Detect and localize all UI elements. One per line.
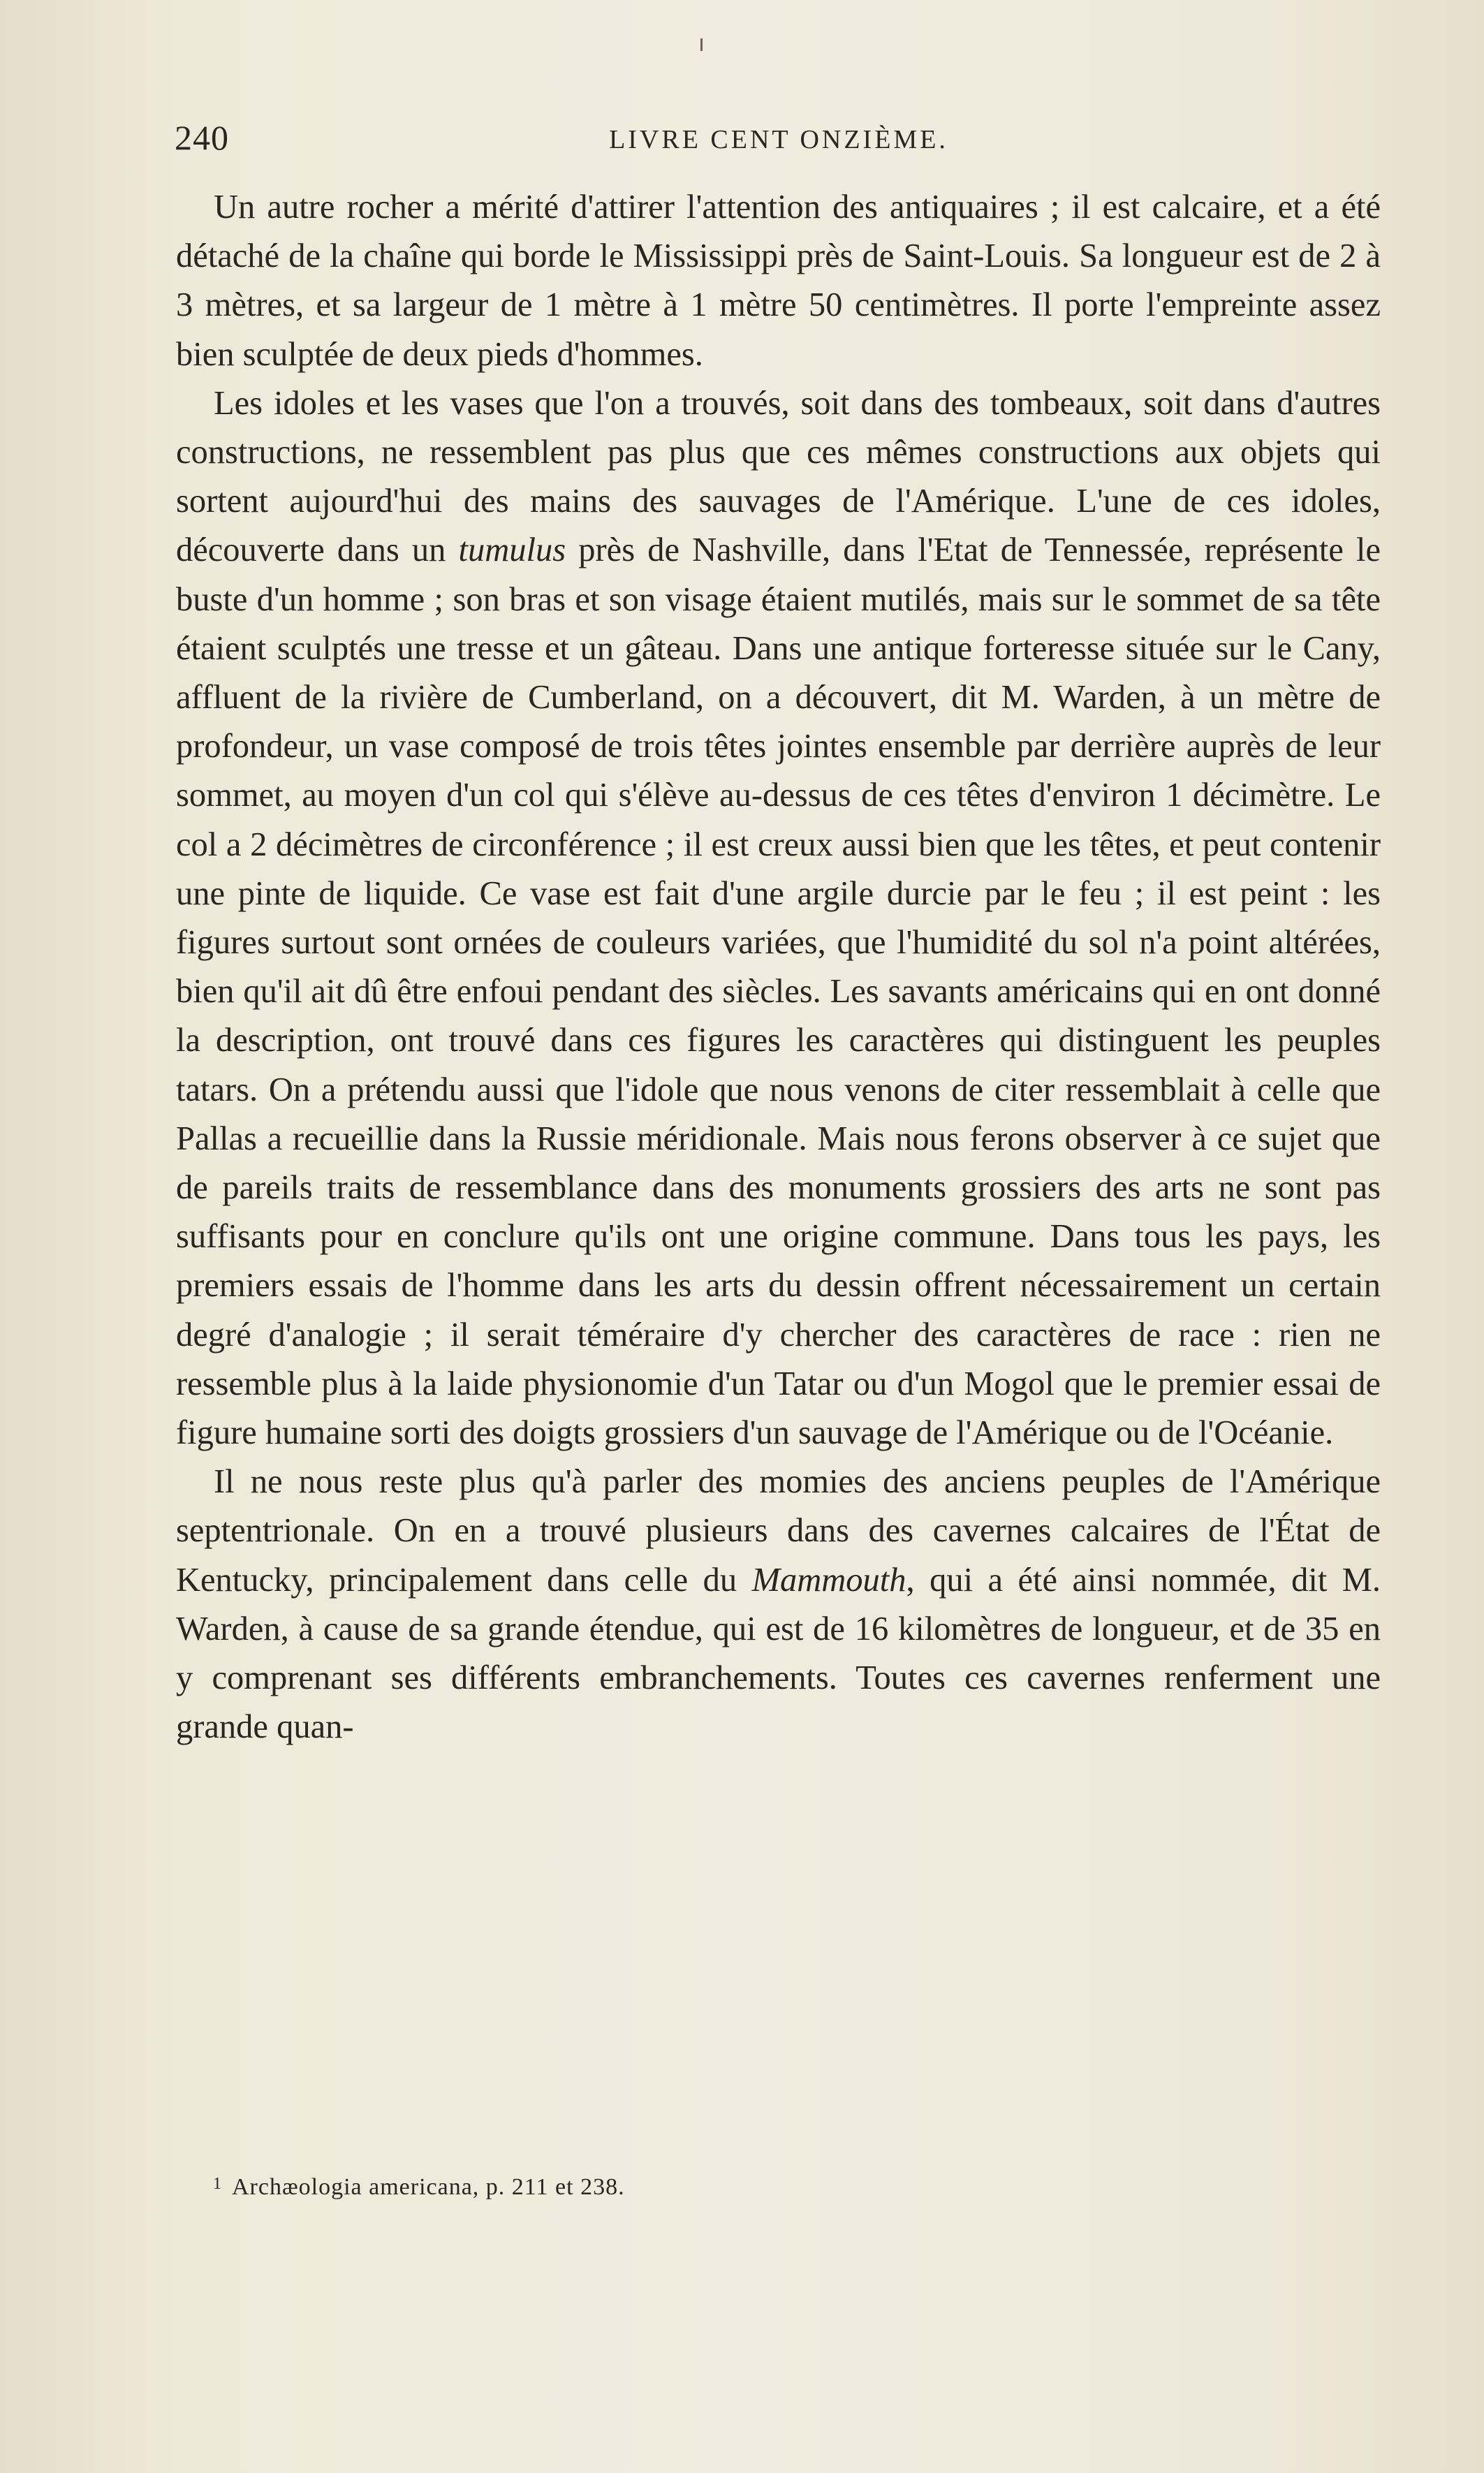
- paragraph-2: [176, 379, 1381, 1458]
- italic-mammouth: Mammouth: [751, 1561, 906, 1599]
- paragraph-1-text: Un autre rocher a mérité d'attirer l'attention des antiquaires ; il est calcaire, et a été détaché de la chaîne qui borde le Mississippi près de Saint-Louis. Sa longueur est de 2 à 3 mètres, et sa largeur de 1 mètre à 1 mètre 50 centimètres. Il porte l'empreinte assez bien sculptée de deux pieds d'hommes.: [176, 189, 1381, 373]
- paragraph-2-text-a: Les idoles et les vases que l'on a trouvés, soit dans des tombeaux, soit dans d'autres constructions, ne ressemblent pas plus que ces mêmes constructions aux objets qui sortent aujourd'hui des mains des sauvages de l'Amérique. L'une de ces idoles, découverte dans un: [176, 384, 1381, 569]
- footnote-marker: 1: [213, 2175, 222, 2193]
- paragraph-2-text-b: près de Nashville, dans l'Etat de Tennessée, représente le buste d'un homme ; son bras et son visage étaient mutilés, mais sur le sommet de sa tête étaient sculptés une tresse et un gâteau. Dans une antique forteresse située sur le Cany, affluent de la rivière de Cumberland, on a découvert, dit M. Warden, à un mètre de profondeur, un vase composé de trois têtes jointes ensemble par derrière auprès de leur sommet, au moyen d'un col qui s'élève au-dessus de ces têtes d'environ 1 décimètre. Le col a 2 décimètres de circonférence ; il est creux aussi bien que les têtes, et peut contenir une pinte de liquide. Ce vase est fait d'une argile durcie par le feu ; il est peint : les figures surtout sont ornées de couleurs variées, que l'humidité du sol n'a point altérées, bien qu'il ait dû être enfoui pendant des siècles. Les savants américains qui en ont donné la description, ont trouvé dans ces figures les caractères qui distinguent les peuples tatars. On a prétendu aussi que l'idole que nous venons de citer ressemblait à celle que Pallas a recueillie dans la Russie méridionale. Mais nous ferons observer à ce sujet que de pareils traits de ressemblance dans des monuments grossiers des arts ne sont pas suffisants pour en conclure qu'ils ont une origine commune. Dans tous les pays, les premiers essais de l'homme dans les arts du dessin offrent nécessairement un certain degré d'analogie ; il serait téméraire d'y chercher des caractères de race : rien ne ressemble plus à la laide physionomie d'un Tatar ou d'un Mogol que le premier essai de figure humaine sorti des doigts grossiers d'un sauvage de l'Amérique ou de l'Océanie.: [176, 531, 1381, 1452]
- running-head: [175, 117, 1383, 166]
- paragraph-3-text-b: , qui a été ainsi nommée, dit M. Warden, à cause de sa grande étendue, qui est de 16 kilomètres de longueur, et de 35 en y comprenant ses différents embranchements. Toutes ces cavernes renferment une grande quan-: [176, 1561, 1381, 1746]
- italic-tumulus: tumulus: [458, 531, 566, 569]
- print-mark: [700, 38, 703, 51]
- paragraph-3: [176, 1458, 1381, 1752]
- footnote: [213, 2169, 1330, 2203]
- paragraph-1: [176, 183, 1381, 379]
- page-number: 240: [175, 118, 229, 157]
- body-text: [176, 183, 1381, 1752]
- footnote-text: Archæologia americana, p. 211 et 238.: [232, 2174, 625, 2200]
- running-title: LIVRE CENT ONZIÈME.: [609, 125, 948, 154]
- paragraph-3-text-a: Il ne nous reste plus qu'à parler des momies des anciens peuples de l'Amérique septentrionale. On en a trouvé plusieurs dans des cavernes calcaires de l'État de Kentucky, principalement dans celle du: [176, 1463, 1381, 1599]
